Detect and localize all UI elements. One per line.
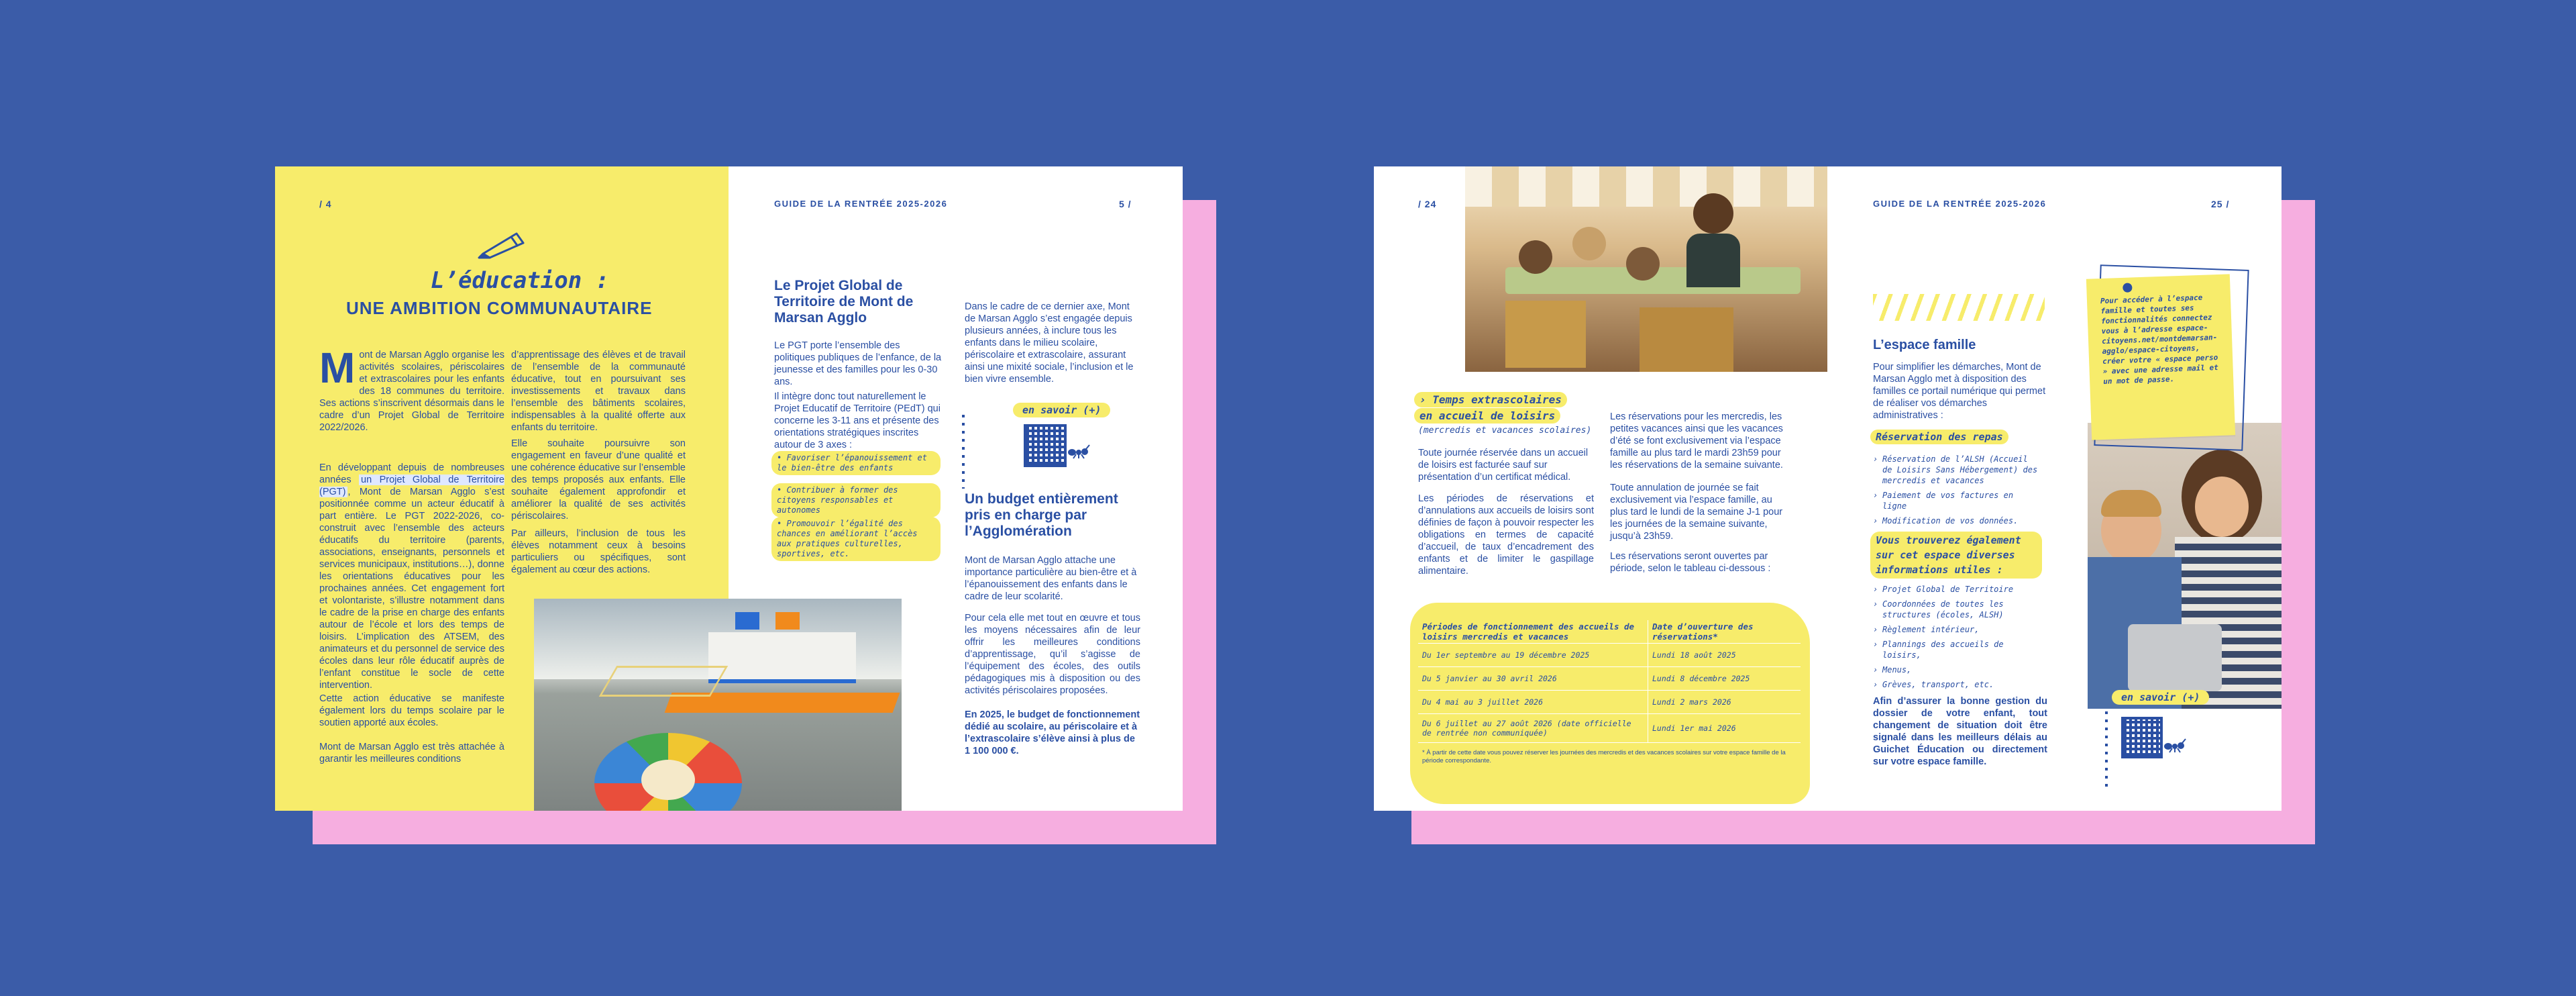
date-cell: Lundi 1er mai 2026 [1648,714,1801,743]
qr-code[interactable] [1024,424,1067,467]
budget-paragraph-2: Pour cela elle met tout en œuvre et tous les moyens nécessaires afin de leur offrir les meilleures conditions d’apprentissage, qu’il s’agisse de l’équipement des écoles, des outils pédagogiques mis à disposition ou des activités périscolaires proposées. [965,613,1140,696]
repas-list [1873,454,2041,530]
closing-paragraph: Afin d’assurer la bonne gestion du dossier de votre enfant, tout changement de situation doit être signalé dans les meilleurs délais au Guichet Éducation ou directement sur votre espace famille. [1873,696,2047,767]
dotted-rule [962,415,965,489]
en-savoir-label[interactable]: en savoir (+) [2112,690,2209,705]
infos-list [1873,584,2041,694]
axis-1: • Favoriser l’épanouissement et le bien-être des enfants [771,451,941,475]
running-header: GUIDE DE LA RENTRÉE 2025-2026 [1873,199,2047,209]
col1-paragraph-4: Mont de Marsan Agglo est très attachée à garantir les meilleures conditions [319,742,504,764]
note-card-text: Pour accéder à l’espace famille et toutes ses fonctionnalités connectez vous à l’adresse espace-citoyens.net/montdemarsan-agglo/espace-citoyens, créer votre « espace perso » avec une adresse mail et un mot de passe. [2100,293,2219,387]
list-item: › Modification de vos données. [1873,515,2041,526]
dotted-rule [2105,711,2108,792]
page-25 [1827,166,2282,811]
page-number: 5 / [1119,199,1132,209]
c1-paragraph-1: Toute journée réservée dans un accueil de loisirs est facturée sauf sur présentation d’un certificat médical. [1418,448,1589,483]
section-title: UNE AMBITION COMMUNAUTAIRE [346,298,653,318]
list-item: › Réservation de l’ALSH (Accueil de Loisirs Sans Hébergement) des mercredis et vacances [1873,454,2041,486]
table-header-date: Date d’ouverture des réservations* [1648,620,1801,644]
list-item: › Menus, [1873,664,2041,675]
col1-paragraph-3: Cette action éducative se manifeste également lors du temps scolaire par le soutien apporté aux écoles. [319,693,504,728]
hatch-decoration [1873,294,2045,321]
col2-paragraph-1: d’apprentissage des élèves et de travail de l’ensemble de la communauté éducative, tout en poursuivant ses investissements et travaux dans l’ensemble des bâtiments scolaires, indispensables à la qualité offerte aux enfants du territoire. [511,350,686,433]
espace-heading: L’espace famille [1873,338,1976,352]
page-number: 25 / [2211,199,2230,209]
list-item: › Coordonnées de toutes les structures (écoles, ALSH) [1873,599,2041,620]
table-footnote: * À partir de cette date vous pouvez réserver les journées des mercredis et des vacances scolaires sur votre espace famille de la période correspondante. [1422,749,1786,764]
table-row [1418,667,1801,691]
col2-paragraph-3: Par ailleurs, l’inclusion de tous les élèves notamment ceux à besoins particuliers ou spécifiques, sont également au cœur des actions. [511,528,686,575]
budget-heading: Un budget entièrement pris en charge par l’Agglomération [965,491,1118,539]
date-cell: Lundi 8 décembre 2025 [1648,667,1801,691]
period-cell: Du 1er septembre au 19 décembre 2025 [1418,644,1648,667]
page-number: / 24 [1418,199,1437,209]
pgt-paragraph-1: Le PGT porte l’ensemble des politiques publiques de l’enfance, de la jeunesse et des familles pour les 0-30 ans. [774,340,942,387]
col1-intro: Mont de Marsan Agglo organise les activités scolaires, périscolaires et extrascolaires pour les enfants des 18 communes du territoire. Ses actions s’inscrivent désormais dans le cadre d’un Projet Global de Territoire 2022/2026. [319,344,504,433]
pencil-icon [476,228,530,259]
note-card-pin [2123,283,2132,292]
espace-paragraph: Pour simplifier les démarches, Mont de Marsan Agglo met à disposition des familles ce portail numérique qui permet de réaliser vos démarches administratives : [1873,362,2046,421]
c1-paragraph-2: Les périodes de réservations et d’annulations aux accueils de loisirs sont définies de façon à pouvoir respecter les obligations en termes de capacité d’accueil, de taux d’encadrement des enfants et de limiter le gaspillage alimentaire. [1418,493,1594,577]
repas-heading: Réservation des repas [1870,430,2008,444]
page-number: / 4 [319,199,332,209]
reservation-table [1418,620,1801,743]
temps-heading-line-1: › Temps extrascolaires [1414,392,1567,407]
en-savoir-label[interactable]: en savoir (+) [1013,403,1110,417]
list-item: › Plannings des accueils de loisirs, [1873,639,2041,660]
c2-paragraph-1: Les réservations pour les mercredis, les petites vacances ainsi que les vacances d’été se font exclusivement via l’espace famille au plus tard le mardi 23h59 pour les réservations de la semaine suivante. [1610,411,1783,470]
qr-code[interactable] [2121,717,2163,758]
list-item: › Paiement de vos factures en ligne [1873,490,2041,511]
infos-heading: Vous trouverez également sur cet espace diverses informations utiles : [1870,532,2042,579]
budget-paragraph-3: En 2025, le budget de fonctionnement dédié au scolaire, au périscolaire et à l’extrascolaire s’élève ainsi à plus de 1 100 000 €. [965,709,1140,756]
pgt-link[interactable]: un Projet Global de Territoire (PGT) [319,475,504,497]
date-cell: Lundi 2 mars 2026 [1648,691,1801,714]
date-cell: Lundi 18 août 2025 [1648,644,1801,667]
axis-3: • Promouvoir l’égalité des chances en améliorant l’accès aux pratiques culturelles, sportives, etc. [771,517,941,561]
list-item: › Grèves, transport, etc. [1873,679,2041,690]
period-cell: Du 5 janvier au 30 avril 2026 [1418,667,1648,691]
running-header: GUIDE DE LA RENTRÉE 2025-2026 [774,199,948,209]
ant-icon [2163,738,2187,753]
classroom-photo [1465,166,1827,372]
temps-heading-line-3: (mercredis et vacances scolaires) [1418,426,1592,436]
schoolyard-photo [534,599,902,811]
table-row [1418,644,1801,667]
ant-icon [1067,444,1091,459]
temps-heading-line-2: en accueil de loisirs [1414,408,1560,424]
period-cell: Du 4 mai au 3 juillet 2026 [1418,691,1648,714]
table-header-period: Périodes de fonctionnement des accueils de loisirs mercredis et vacances [1418,620,1648,644]
pgt-heading: Le Projet Global de Territoire de Mont de Marsan Agglo [774,278,914,326]
family-photo [2088,423,2282,709]
col2-paragraph-2: Elle souhaite poursuivre son engagement en faveur d’une qualité et une cohérence éducative sur l’ensemble des temps proposés aux enfants. Elle souhaite également approfondir et améliorer la qualité de ses activités périscolaires. [511,438,686,521]
c2-paragraph-2: Toute annulation de journée se fait exclusivement via l’espace famille, au plus tard le lundi de la semaine J-1 pour les journées de la semaine suivante, jusqu’à 23h59. [1610,483,1783,542]
list-item: › Règlement intérieur, [1873,624,2041,635]
pgt-paragraph-2: Il intègre donc tout naturellement le Projet Educatif de Territoire (PEdT) qui concerne les 3-11 ans et présente des orientations stratégiques inscrites autour de 3 axes : [774,391,941,450]
col1-paragraph-2: En développant depuis de nombreuses années un Projet Global de Territoire (PGT) , Mont de Marsan Agglo s’est positionnée comme un acteur éducatif à part entière. Le PGT 2022-2026, co-construit avec l’ensemble des acteurs éducatifs du territoire (parents, associations, enseignants, personnels et services municipaux, institutions…), donne les orientations éducatives pour les prochaines années. Cet engagement fort et volontariste, s’illustre notamment dans le cadre de la prise en charge des enfants autour de l’école et lors des temps de loisirs. L’implication des ATSEM, des animateurs et du personnel de service des écoles dans leur rôle éducatif auprès de l’enfant constitue le socle de cette intervention. [319,462,504,691]
section-title-script: L’éducation : [431,267,610,294]
axis-2: • Contribuer à former des citoyens responsables et autonomes [771,483,941,517]
drop-cap: M [319,344,356,392]
note-card [2086,274,2235,440]
period-cell: Du 6 juillet au 27 août 2026 (date officielle de rentrée non communiquée) [1418,714,1648,743]
list-item: › Projet Global de Territoire [1873,584,2041,595]
c2-paragraph-3: Les réservations seront ouvertes par période, selon le tableau ci-dessous : [1610,551,1771,574]
budget-paragraph-1: Mont de Marsan Agglo attache une importance particulière au bien-être et à l’épanouissement des enfants dans le cadre de leur scolarité. [965,555,1137,602]
table-row [1418,691,1801,714]
col2-paragraph-1: Dans le cadre de ce dernier axe, Mont de Marsan Agglo s’est engagée depuis plusieurs années, à inclure tous les enfants dans le milieu scolaire, périscolaire et extrascolaire, assurant ainsi une mixité sociale, l’inclusion et le bien vivre ensemble. [965,301,1134,385]
table-row [1418,714,1801,743]
table-header-row [1418,620,1801,644]
